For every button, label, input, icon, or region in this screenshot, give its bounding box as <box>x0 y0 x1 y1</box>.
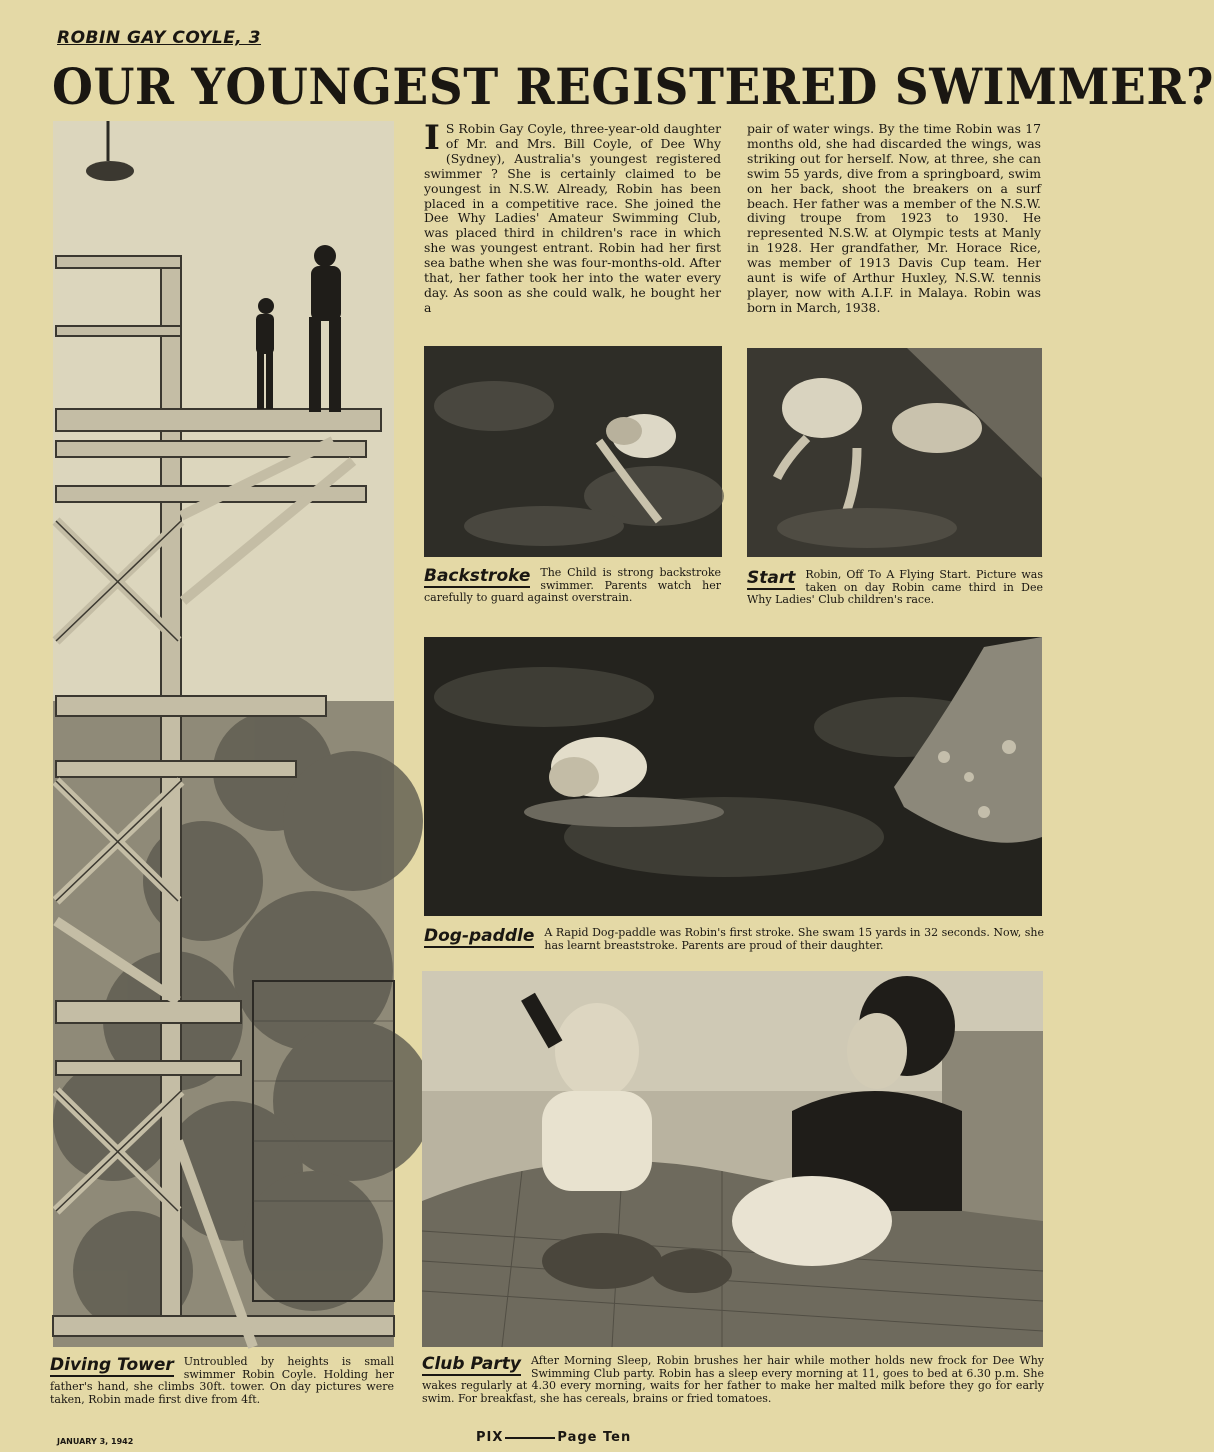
backstroke-photo <box>424 346 722 557</box>
page-number: Page Ten <box>557 1430 632 1445</box>
issue-date: JANUARY 3, 1942 <box>57 1437 134 1446</box>
dog-paddle-caption-text: A Rapid Dog-paddle was Robin's first stroke. She swam 15 yards in 32 seconds. Now, she has learnt breaststroke. Parents are proud of their daughter. <box>544 926 1044 952</box>
start-caption <box>747 569 1043 607</box>
club-party-photo <box>422 971 1043 1347</box>
diving-tower-caption <box>50 1356 394 1406</box>
dropcap: I <box>424 118 440 158</box>
diving-tower-photo <box>53 121 394 1347</box>
dog-paddle-caption-title: Dog-paddle <box>424 926 535 946</box>
dog-paddle-caption <box>424 927 1044 952</box>
backstroke-caption-title: Backstroke <box>424 566 531 586</box>
start-caption-text: Robin, Off To A Flying Start. Picture was taken on day Robin came third in Dee Why Ladies' Club children's race. <box>747 568 1043 606</box>
diving-tower-caption-title: Diving Tower <box>50 1355 174 1375</box>
club-party-caption <box>422 1355 1044 1405</box>
dog-paddle-photo <box>424 637 1042 916</box>
headline: OUR YOUNGEST REGISTERED SWIMMER? <box>52 58 1214 117</box>
start-caption-title: Start <box>747 568 796 588</box>
magazine-name: PIX <box>476 1430 504 1445</box>
start-photo <box>747 348 1042 557</box>
story-text-2: pair of water wings. By the time Robin was 17 months old, she had discarded the wings, was striking out for herself. Now, at three, she can swim 55 yards, dive from a springboard, swim on her back, shoot the breakers on a surf beach. Her father was a member of the N.S.W. diving troupe from 1923 to 1930. He represented N.S.W. at Olympic tests at Manly in 1928. Her grandfather, Mr. Horace Rice, was member of 1913 Davis Cup team. Her aunt is wife of Arthur Huxley, N.S.W. tennis player, now with A.I.F. in Malaya. Robin was born in March, 1938. <box>747 121 1041 315</box>
footer-rule <box>505 1437 555 1439</box>
backstroke-caption-text: The Child is strong backstroke swimmer. Parents watch her carefully to guard against overstrain. <box>424 566 721 604</box>
page-footer <box>476 1430 631 1445</box>
diving-tower-caption-text: Untroubled by heights is small swimmer Robin Coyle. Holding her father's hand, she climbs 30ft. tower. On day pictures were taken, Robin made first dive from 4ft. <box>50 1355 394 1406</box>
club-party-caption-title: Club Party <box>422 1354 521 1374</box>
backstroke-caption <box>424 567 721 605</box>
story-text-1: S Robin Gay Coyle, three-year-old daughter of Mr. and Mrs. Bill Coyle, of Dee Why (Sydney), Australia's youngest registered swimmer ? She is certainly claimed to be youngest in N.S.W. Already, Robin has been placed in a competitive race. She joined the Dee Why Ladies' Amateur Swimming Club, was placed third in children's race in which she was youngest entrant. Robin had her first sea bathe when she was four-months-old. After that, her father took her into the water every day. As soon as she could walk, he bought her a <box>424 121 721 315</box>
story-column-2 <box>747 122 1041 316</box>
kicker: ROBIN GAY COYLE, 3 <box>57 28 262 48</box>
story-column-1 <box>424 118 721 316</box>
club-party-caption-text: After Morning Sleep, Robin brushes her hair while mother holds new frock for Dee Why Swimming Club party. Robin has a sleep every morning at 11, goes to bed at 6.30 p.m. She wakes regularly at 4.30 every morning, waits for her father to make her malted milk before they go for early swim. For breakfast, she has cereals, brains or fried tomatoes. <box>422 1354 1044 1405</box>
